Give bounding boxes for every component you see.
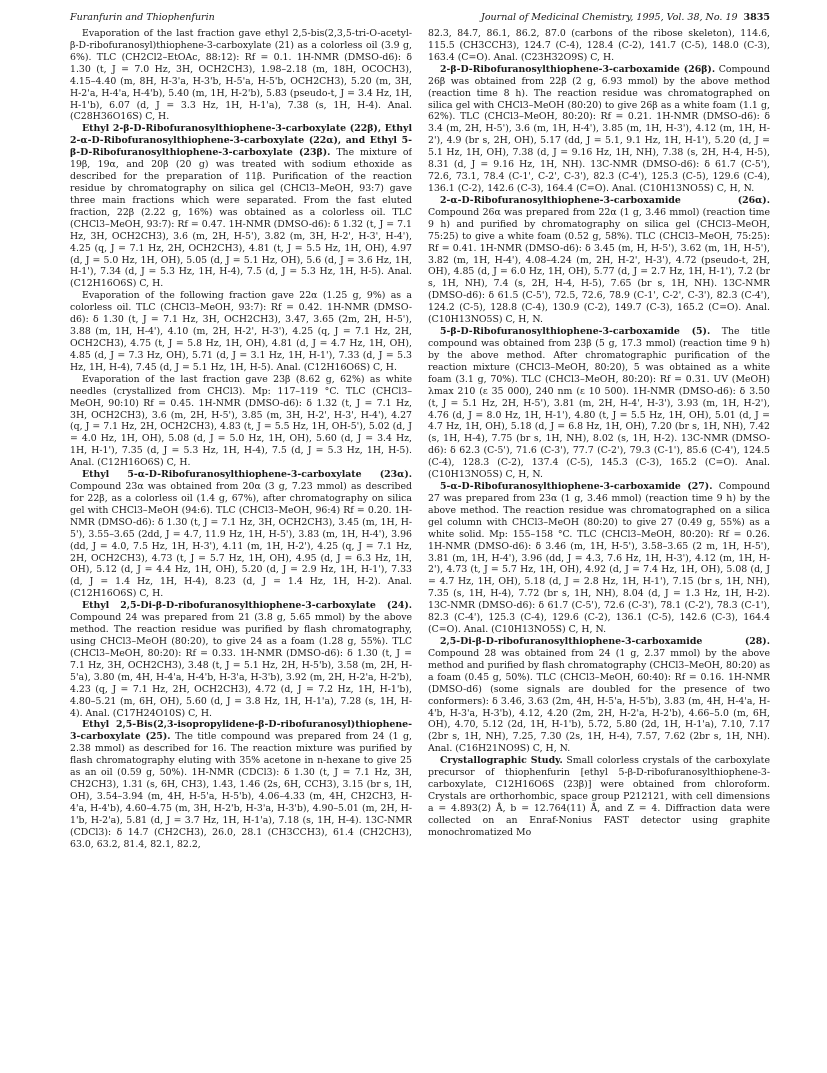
left-column: [70, 28, 412, 1068]
section-heading: 2-β-D-Ribofuranosylthiophene-3-carboxamide (26β).: [440, 63, 716, 75]
section-heading: Ethyl 2,5-Bis(2,3-isopropylidene-β-D-ribofuranosyl)thiophene-3-carboxylate (25).: [70, 719, 412, 743]
right-column: [428, 28, 770, 1068]
paragraph: [428, 636, 770, 755]
paragraph: [70, 719, 412, 850]
paragraph: [428, 195, 770, 326]
paragraph-text: Compound 27 was prepared from 23α (1 g, 3.46 mmol) (reaction time 9 h) by the above method. The reaction residue was chromatographed on a silica gel column with CHCl3–MeOH (80:20) to give 27 (0.49 g, 55%) as a white solid. Mp: 155–158 °C. TLC (CHCl3–MeOH, 80:20): Rf = 0.26. 1H-NMR (DMSO-d6): δ 3.46 (m, 1H, H-5'), 3.58–3.65 (2 m, 1H, H-5'), 3.81 (m, 1H, H-4'), 3.96 (dd, J = 4.3, 7.6 Hz, 1H, H-3'), 4.12 (m, 1H, H-2'), 4.73 (t, J = 5.7 Hz, 1H, OH), 4.92 (d, J = 7.4 Hz, 1H, OH), 5.08 (d, J = 4.7 Hz, 1H, OH), 5.18 (d, J = 2.8 Hz, 1H, H-1'), 7.15 (br s, 1H, NH), 7.35 (s, 1H, H-4), 7.72 (br s, 1H, NH), 8.04 (d, J = 1.3 Hz, 1H, H-2). 13C-NMR (DMSO-d6): δ 61.7 (C-5'), 72.6 (C-3'), 78.1 (C-2'), 78.3 (C-1'), 82.3 (C-4'), 125.3 (C-4), 129.6 (C-2), 136.1 (C-5), 142.6 (C-3), 164.4 (C=O). Anal. (C10H13NO5S) C, H, N.: [428, 481, 770, 636]
section-heading: 5-α-D-Ribofuranosylthiophene-3-carboxamide (27).: [440, 481, 713, 493]
paragraph: [70, 600, 412, 719]
paragraph: [70, 290, 412, 373]
paragraph-text: Evaporation of the following fraction gave 22α (1.25 g, 9%) as a colorless oil. TLC (CHCl3–MeOH, 93:7): Rf = 0.42. 1H-NMR (DMSO-d6): δ 1.30 (t, J = 7.1 Hz, 3H, OCH2CH3), 3.47, 3.65 (2m, 2H, H-5'), 3.88 (m, 1H, H-4'), 4.10 (m, 2H, H-2', H-3'), 4.25 (q, J = 7.1 Hz, 2H, OCH2CH3), 4.75 (t, J = 5.8 Hz, 1H, OH), 4.81 (d, J = 4.7 Hz, 1H, OH), 4.85 (d, J = 7.3 Hz, OH), 5.71 (d, J = 3.1 Hz, 1H, H-1'), 7.33 (d, J = 5.3 Hz, 1H, H-4), 7.45 (d, J = 5.1 Hz, 1H, H-5). Anal. (C12H16O6S) C, H.: [70, 290, 412, 373]
paragraph-text: Compound 28 was obtained from 24 (1 g, 2.37 mmol) by the above method and purified by flash chromatography (CHCl3–MeOH, 80:20) as a foam (0.45 g, 50%). TLC (CHCl3–MeOH, 60:40): Rf = 0.16. 1H-NMR (DMSO-d6) (some signals are doubled for the presence of two conformers): δ 3.46, 3.63 (2m, 4H, H-5'a, H-5'b), 3.83 (m, 4H, H-4'a, H-4'b, H-3'a, H-3'b), 4.12, 4.20 (2m, 2H, H-2'a, H-2'b), 4.66–5.0 (m, 6H, OH), 4.70, 5.12 (2d, 1H, H-1'b), 5.72, 5.80 (2d, 1H, H-1'a), 7.10, 7.17 (2br s, 1H, NH), 7.25, 7.30 (2s, 1H, H-4), 7.57, 7.62 (2br s, 1H, NH). Anal. (C16H21NO9S) C, H, N.: [428, 647, 770, 755]
paragraph-text: Small colorless crystals of the carboxylate precursor of thiophenfurin [ethyl 5-β-D-ribofuranosylthiophene-3-carboxylate, C12H16O6S (23β)] were obtained from chloroform. Crystals are orthorhombic, space group P212121, with cell dimensions a = 4.893(2) Å, b = 12.764(11) Å, and Z = 4. Diffraction data were collected on an Enraf-Nonius FAST detector using graphite monochromatized Mo: [428, 755, 770, 838]
paragraph-text: Compound 24 was prepared from 21 (3.8 g, 5.65 mmol) by the above method. The reaction residue was purified by flash chromatography, using CHCl3–MeOH (80:20), to give 24 as a foam (1.28 g, 55%). TLC (CHCl3–MeOH, 80:20): Rf = 0.33. 1H-NMR (DMSO-d6): δ 1.30 (t, J = 7.1 Hz, 3H, OCH2CH3), 3.48 (t, J = 5.1 Hz, 2H, H-5'b), 3.58 (m, 2H, H-5'a), 3.80 (m, 4H, H-4'a, H-4'b, H-3'a, H-3'b), 3.92 (m, 2H, H-2'a, H-2'b), 4.23 (q, J = 7.1 Hz, 2H, OCH2CH3), 4.72 (d, J = 7.2 Hz, 1H, H-1'b), 4.80–5.21 (m, 6H, OH), 5.60 (d, J = 3.8 Hz, 1H, H-1'a), 7.28 (s, 1H, H-4). Anal. (C17H24O10S) C, H.: [70, 612, 412, 719]
paragraph: [428, 28, 770, 64]
running-header: [70, 12, 770, 26]
section-heading: Crystallographic Study.: [440, 755, 563, 767]
section-heading: Ethyl 2-β-D-Ribofuranosylthiophene-3-carboxylate (22β), Ethyl 2-α-D-Ribofuranosylthiophene-3-carboxylate (22α), and Ethyl 5-β-D-Ribofuranosylthiophene-3-carboxylate (23β).: [70, 123, 412, 159]
paragraph-text: Compound 26α was prepared from 22α (1 g, 3.46 mmol) (reaction time 9 h) and purified by chromatography on silica gel (CHCl3–MeOH, 75:25) to give a white foam (0.52 g, 58%). TLC (CHCl3–MeOH, 75:25): Rf = 0.41. 1H-NMR (DMSO-d6): δ 3.45 (m, H, H-5'), 3.62 (m, 1H, H-5'), 3.82 (m, 1H, H-4'), 4.08–4.24 (m, 2H, H-2', H-3'), 4.72 (pseudo-t, 2H, OH), 4.85 (d, J = 6.0 Hz, 1H, OH), 5.77 (d, J = 2.7 Hz, 1H, H-1'), 7.2 (br s, 1H, NH), 7.4 (s, 2H, H-4, H-5), 7.65 (br s, 1H, NH). 13C-NMR (DMSO-d6): δ 61.5 (C-5'), 72.5, 72.6, 78.9 (C-1', C-2', C-3'), 82.3 (C-4'), 124.2 (C-5), 128.8 (C-4), 130.9 (C-2), 149.7 (C-3), 165.2 (C=O). Anal. (C10H13NO5S) C, H, N.: [428, 206, 770, 326]
journal-name: Journal of Medicinal Chemistry, 1995, Vol. 38, No. 19: [481, 12, 738, 23]
page-number: 3835: [743, 12, 770, 23]
paragraph: [70, 123, 412, 290]
paragraph: [70, 374, 412, 469]
section-heading: 2-α-D-Ribofuranosylthiophene-3-carboxamide (26α).: [440, 194, 770, 206]
journal-citation: [481, 12, 770, 23]
running-title: Furanfurin and Thiophenfurin: [70, 12, 215, 23]
paragraph-text: Compound 26β was obtained from 22β (2 g, 6.93 mmol) by the above method (reaction time 8 h). The reaction residue was chromatographed on silica gel with CHCl3–MeOH (80:20) to give 26β as a white foam (1.1 g, 62%). TLC (CHCl3–MeOH, 80:20): Rf = 0.21. 1H-NMR (DMSO-d6): δ 3.4 (m, 2H, H-5'), 3.6 (m, 1H, H-4'), 3.85 (m, 1H, H-3'), 4.12 (m, 1H, H-2'), 4.9 (br s, 2H, OH), 5.17 (dd, J = 5.1, 9.1 Hz, 1H, H-1'), 5.20 (d, J = 5.1 Hz, 1H, OH), 7.38 (d, J = 9.16 Hz, 1H, NH), 7.38 (s, 2H, H-4, H-5), 8.31 (d, J = 9.16 Hz, 1H, NH). 13C-NMR (DMSO-d6): δ 61.7 (C-5'), 72.6, 73.1, 78.4 (C-1', C-2', C-3'), 82.3 (C-4'), 125.3 (C-5), 129.6 (C-4), 136.1 (C-2), 142.6 (C-3), 164.4 (C=O). Anal. (C10H13NO5S) C, H, N.: [428, 63, 770, 194]
paragraph: [428, 326, 770, 481]
paragraph-text: Evaporation of the last fraction gave ethyl 2,5-bis(2,3,5-tri-O-acetyl-β-D-ribofuranosyl)thiophene-3-carboxylate (21) as a colorless oil (3.9 g, 6%). TLC (CH2Cl2–EtOAc, 88:12): Rf = 0.1. 1H-NMR (DMSO-d6): δ 1.30 (t, J = 7.0 Hz, 3H, OCH2CH3), 1.98–2.18 (m, 18H, OCOCH3), 4.15–4.40 (m, 8H, H-3'a, H-3'b, H-5'a, H-5'b, OCH2CH3), 5.20 (m, 3H, H-2'a, H-4'a, H-4'b), 5.40 (m, 1H, H-2'b), 5.83 (pseudo-t, J = 3.4 Hz, 1H, H-1'b), 6.07 (d, J = 3.3 Hz, 1H, H-1'a), 7.38 (s, 1H, H-4). Anal. (C28H36O16S) C, H.: [70, 28, 412, 123]
paragraph-text: The title compound was prepared from 24 (1 g, 2.38 mmol) as described for 16. The reaction mixture was purified by flash chromatography eluting with 35% acetone in n-hexane to give 25 as an oil (0.59 g, 50%). 1H-NMR (CDCl3): δ 1.30 (t, J = 7.1 Hz, 3H, CH2CH3), 1.31 (s, 6H, CH3), 1.43, 1.46 (2s, 6H, CCH3), 3.15 (br s, 1H, OH), 3.54–3.94 (m, 4H, H-5'a, H-5'b), 4.06–4.33 (m, 4H, CH2CH3, H-4'a, H-4'b), 4.60–4.75 (m, 3H, H-2'b, H-3'a, H-3'b), 4.90–5.01 (m, 2H, H-1'b, H-2'a), 5.81 (d, J = 3.7 Hz, 1H, H-1'a), 7.18 (s, 1H, H-4). 13C-NMR (CDCl3): δ 14.7 (CH2CH3), 26.0, 28.1 (CH3CCH3), 61.4 (CH2CH3), 63.0, 63.2, 81.4, 82.1, 82.2,: [70, 731, 412, 850]
paragraph-text: 82.3, 84.7, 86.1, 86.2, 87.0 (carbons of the ribose skeleton), 114.6, 115.5 (CH3CCH3), 124.7 (C-4), 128.4 (C-2), 141.7 (C-5), 148.0 (C-3), 163.4 (C=O). Anal. (C23H32O9S) C, H.: [428, 28, 770, 63]
paragraph: [428, 481, 770, 636]
paragraph: [428, 64, 770, 195]
paragraph: [70, 469, 412, 600]
section-heading: 2,5-Di-β-D-ribofuranosylthiophene-3-carboxamide (28).: [440, 636, 770, 648]
paragraph: [428, 755, 770, 838]
paragraph-text: Compound 23α was obtained from 20α (3 g, 7.23 mmol) as described for 22β, as a colorless oil (1.4 g, 67%), after chromatography on silica gel with CHCl3–MeOH (94:6). TLC (CHCl3–MeOH, 96:4) Rf = 0.20. 1H-NMR (DMSO-d6): δ 1.30 (t, J = 7.1 Hz, 3H, OCH2CH3), 3.45 (m, 1H, H-5'), 3.55–3.65 (2dd, J = 4.7, 11.9 Hz, 1H, H-5'), 3.83 (m, 1H, H-4'), 3.96 (dd, J = 4.0, 7.5 Hz, 1H, H-3'), 4.11 (m, 1H, H-2'), 4.25 (q, J = 7.1 Hz, 2H, OCH2CH3), 4.73 (t, J = 5.7 Hz, 1H, OH), 4.95 (d, J = 6.3 Hz, 1H, OH), 5.12 (d, J = 4.4 Hz, 1H, OH), 5.20 (d, J = 2.9 Hz, 1H, H-1'), 7.33 (d, J = 1.4 Hz, 1H, H-4), 8.23 (d, J = 1.4 Hz, 1H, H-2). Anal. (C12H16O6S) C, H.: [70, 481, 412, 600]
section-heading: 5-β-D-Ribofuranosylthiophene-3-carboxamide (5).: [440, 326, 711, 338]
paragraph: [70, 28, 412, 123]
section-heading: Ethyl 5-α-D-Ribofuranosylthiophene-3-carboxylate (23α).: [82, 469, 412, 481]
paragraph-text: The mixture of 19β, 19α, and 20β (20 g) was treated with sodium ethoxide as described for the preparation of 11β. Purification of the reaction residue by chromatography on silica gel (CHCl3–MeOH, 93:7) gave three main fractions which were separated. From the fast eluted fraction, 22β (2.22 g, 16%) was obtained as a colorless oil. TLC (CHCl3–MeOH, 93:7): Rf = 0.47. 1H-NMR (DMSO-d6): δ 1.32 (t, J = 7.1 Hz, 3H, OCH2CH3), 3.6 (m, 2H, H-5'), 3.82 (m, 3H, H-2', H-3', H-4'), 4.25 (q, J = 7.1 Hz, 2H, OCH2CH3), 4.81 (t, J = 5.5 Hz, 1H, OH), 4.97 (d, J = 5.0 Hz, 1H, OH), 5.05 (d, J = 5.1 Hz, OH), 5.6 (d, J = 3.6 Hz, 1H, H-1'), 7.34 (d, J = 5.3 Hz, 1H, H-4), 7.5 (d, J = 5.3 Hz, 1H, H-5). Anal. (C12H16O6S) C, H.: [70, 147, 412, 290]
paragraph-text: The title compound was obtained from 23β (5 g, 17.3 mmol) (reaction time 9 h) by the above method. After chromatographic purification of the reaction mixture (CHCl3–MeOH, 80:20), 5 was obtained as a white foam (3.1 g, 70%). TLC (CHCl3–MeOH, 80:20): Rf = 0.31. UV (MeOH) λmax 210 (ε 35 000), 240 nm (ε 10 500). 1H-NMR (DMSO-d6): δ 3.50 (t, J = 5.1 Hz, 2H, H-5'), 3.81 (m, 2H, H-4', H-3'), 3.93 (m, 1H, H-2'), 4.76 (d, J = 8.0 Hz, 1H, H-1'), 4.80 (t, J = 5.5 Hz, 1H, OH), 5.01 (d, J = 4.7 Hz, 1H, OH), 5.18 (d, J = 6.8 Hz, 1H, OH), 7.20 (br s, 1H, NH), 7.42 (s, 1H, H-4), 7.75 (br s, 1H, NH), 8.02 (s, 1H, H-2). 13C-NMR (DMSO-d6): δ 62.3 (C-5'), 71.6 (C-3'), 77.7 (C-2'), 79.3 (C-1'), 85.6 (C-4'), 124.5 (C-4), 128.3 (C-2), 137.4 (C-5), 145.3 (C-3), 165.2 (C=O). Anal. (C10H13NO5S) C, H, N.: [428, 326, 770, 481]
paragraph-text: Evaporation of the last fraction gave 23β (8.62 g, 62%) as white needles (crystallized from CHCl3). Mp: 117–119 °C. TLC (CHCl3–MeOH, 90:10) Rf = 0.45. 1H-NMR (DMSO-d6): δ 1.32 (t, J = 7.1 Hz, 3H, OCH2CH3), 3.6 (m, 2H, H-5'), 3.85 (m, 3H, H-2', H-3', H-4'), 4.27 (q, J = 7.1 Hz, 2H, OCH2CH3), 4.83 (t, J = 5.5 Hz, 1H, OH-5'), 5.02 (d, J = 4.0 Hz, 1H, OH), 5.08 (d, J = 5.0 Hz, 1H, OH), 5.60 (d, J = 3.4 Hz, 1H, H-1'), 7.35 (d, J = 5.3 Hz, 1H, H-4), 7.5 (d, J = 5.3 Hz, 1H, H-5). Anal. (C12H16O6S) C, H.: [70, 373, 412, 469]
section-heading: Ethyl 2,5-Di-β-D-ribofuranosylthiophene-3-carboxylate (24).: [82, 600, 412, 612]
